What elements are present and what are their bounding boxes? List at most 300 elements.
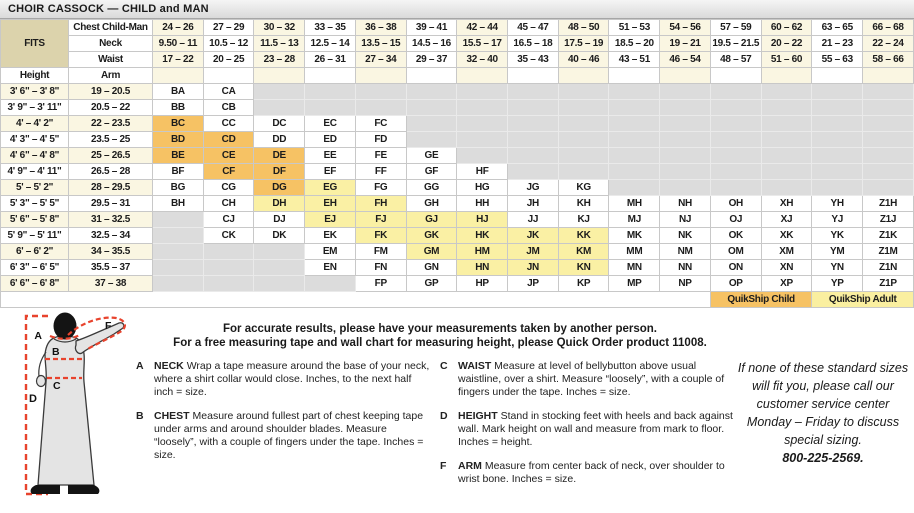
size-cell: Z1J <box>863 212 914 228</box>
notice-line-1: For accurate results, please have your measurements taken by another person. <box>223 323 657 335</box>
size-cell: FC <box>355 116 406 132</box>
neck-range-cell: 17.5 – 19 <box>558 36 609 52</box>
size-cell <box>305 276 356 292</box>
size-cell <box>406 116 457 132</box>
special-sizing-phone: 800-225-2569. <box>782 451 864 465</box>
size-cell <box>710 84 761 100</box>
step-term: NECK <box>154 360 184 372</box>
step-waist <box>440 360 734 399</box>
cassock-figure <box>2 312 140 513</box>
size-row <box>1 212 914 228</box>
right-shoe <box>68 485 99 494</box>
size-cell: DG <box>254 180 305 196</box>
size-cell: KH <box>558 196 609 212</box>
size-row <box>1 276 914 292</box>
size-cell: EJ <box>305 212 356 228</box>
size-cell <box>660 132 711 148</box>
height-cell: 4' 3" – 4' 5" <box>1 132 69 148</box>
size-cell: XP <box>761 276 812 292</box>
blank-header-cell <box>355 68 406 84</box>
size-cell: OM <box>710 244 761 260</box>
legend-spacer <box>1 292 711 308</box>
size-cell <box>508 164 559 180</box>
size-cell: HG <box>457 180 508 196</box>
size-cell <box>761 164 812 180</box>
size-cell: XN <box>761 260 812 276</box>
size-cell <box>863 164 914 180</box>
size-cell: OJ <box>710 212 761 228</box>
chest-range-cell: 42 – 44 <box>457 20 508 36</box>
waist-range-cell: 29 – 37 <box>406 52 457 68</box>
size-cell <box>254 100 305 116</box>
size-cell: FG <box>355 180 406 196</box>
size-cell: DJ <box>254 212 305 228</box>
size-cell <box>660 100 711 116</box>
height-column-label: Height <box>1 68 69 84</box>
chest-range-cell: 66 – 68 <box>863 20 914 36</box>
height-cell: 4' 6" – 4' 8" <box>1 148 69 164</box>
size-cell: OH <box>710 196 761 212</box>
size-cell: EC <box>305 116 356 132</box>
size-row <box>1 228 914 244</box>
arm-cell: 35.5 – 37 <box>69 260 153 276</box>
size-cell: BD <box>153 132 204 148</box>
size-cell <box>508 100 559 116</box>
arm-cell: 20.5 – 22 <box>69 100 153 116</box>
size-cell <box>761 148 812 164</box>
size-row <box>1 180 914 196</box>
size-cell <box>660 116 711 132</box>
size-cell: FJ <box>355 212 406 228</box>
step-letter: C <box>440 360 448 372</box>
arm-cell: 29.5 – 31 <box>69 196 153 212</box>
size-cell: JH <box>508 196 559 212</box>
size-cell: EN <box>305 260 356 276</box>
size-cell: BB <box>153 100 204 116</box>
step-text: Stand in stocking feet with heels and back against wall. Mark height on wall and measure from mark to floor. Inches = height. <box>458 410 733 448</box>
size-cell <box>305 84 356 100</box>
step-term: CHEST <box>154 410 190 422</box>
size-cell: XJ <box>761 212 812 228</box>
size-cell <box>558 132 609 148</box>
size-cell: EH <box>305 196 356 212</box>
size-cell: YJ <box>812 212 863 228</box>
size-cell <box>812 132 863 148</box>
size-cell <box>406 132 457 148</box>
size-cell <box>710 180 761 196</box>
waist-range-cell: 23 – 28 <box>254 52 305 68</box>
step-neck <box>136 360 430 399</box>
size-cell: YN <box>812 260 863 276</box>
measuring-instructions-section <box>0 315 914 508</box>
size-cell <box>558 164 609 180</box>
size-cell: KN <box>558 260 609 276</box>
chest-range-cell: 51 – 53 <box>609 20 660 36</box>
blank-header-cell <box>457 68 508 84</box>
size-cell: NJ <box>660 212 711 228</box>
size-cell: NN <box>660 260 711 276</box>
size-cell: YP <box>812 276 863 292</box>
size-cell <box>660 164 711 180</box>
size-cell <box>761 180 812 196</box>
measurement-steps <box>136 360 734 497</box>
size-cell <box>305 100 356 116</box>
size-row <box>1 84 914 100</box>
size-chart-body <box>1 84 914 292</box>
chest-range-cell: 57 – 59 <box>710 20 761 36</box>
size-cell <box>660 148 711 164</box>
size-cell: EF <box>305 164 356 180</box>
size-cell: MM <box>609 244 660 260</box>
size-cell <box>609 164 660 180</box>
chest-row-label: Chest Child-Man <box>69 20 153 36</box>
neck-range-cell: 14.5 – 16 <box>406 36 457 52</box>
size-cell: GF <box>406 164 457 180</box>
size-cell: CE <box>203 148 254 164</box>
height-cell: 5' – 5' 2" <box>1 180 69 196</box>
size-cell: FK <box>355 228 406 244</box>
size-cell: NM <box>660 244 711 260</box>
size-cell: YH <box>812 196 863 212</box>
height-cell: 3' 9" – 3' 11" <box>1 100 69 116</box>
arm-cell: 19 – 20.5 <box>69 84 153 100</box>
size-cell <box>203 244 254 260</box>
size-cell: GG <box>406 180 457 196</box>
waist-range-cell: 27 – 34 <box>355 52 406 68</box>
figure-label-d: D <box>29 393 37 405</box>
size-cell <box>406 100 457 116</box>
arm-cell: 25 – 26.5 <box>69 148 153 164</box>
waist-range-cell: 20 – 25 <box>203 52 254 68</box>
height-cell: 5' 3" – 5' 5" <box>1 196 69 212</box>
neck-range-cell: 21 – 23 <box>812 36 863 52</box>
waist-range-cell: 55 – 63 <box>812 52 863 68</box>
waist-range-cell: 17 – 22 <box>153 52 204 68</box>
size-cell <box>710 164 761 180</box>
size-cell <box>609 148 660 164</box>
size-cell <box>761 132 812 148</box>
size-cell: Z1K <box>863 228 914 244</box>
size-cell <box>609 116 660 132</box>
size-cell: Z1N <box>863 260 914 276</box>
blank-header-cell <box>153 68 204 84</box>
size-cell <box>710 100 761 116</box>
size-cell: FN <box>355 260 406 276</box>
size-cell: JM <box>508 244 559 260</box>
size-cell <box>812 148 863 164</box>
blank-header-cell <box>812 68 863 84</box>
size-cell <box>254 260 305 276</box>
size-cell <box>355 84 406 100</box>
size-cell: DE <box>254 148 305 164</box>
step-height <box>440 410 734 449</box>
accuracy-notice <box>140 322 740 350</box>
size-cell: MN <box>609 260 660 276</box>
chest-range-cell: 27 – 29 <box>203 20 254 36</box>
waist-range-cell: 58 – 66 <box>863 52 914 68</box>
figure-label-b: B <box>52 346 60 358</box>
step-letter: B <box>136 410 144 422</box>
size-cell <box>609 180 660 196</box>
size-chart-table <box>0 19 914 308</box>
size-cell: CD <box>203 132 254 148</box>
waist-range-cell: 46 – 54 <box>660 52 711 68</box>
size-cell <box>153 260 204 276</box>
special-sizing-text: If none of these standard sizes will fit you, please call our customer service center Monday – Friday to discuss special sizing. <box>737 361 909 447</box>
size-cell: MJ <box>609 212 660 228</box>
waist-row-label: Waist <box>69 52 153 68</box>
neck-range-cell: 18.5 – 20 <box>609 36 660 52</box>
neck-row-label: Neck <box>69 36 153 52</box>
size-cell: Z1M <box>863 244 914 260</box>
chest-range-cell: 39 – 41 <box>406 20 457 36</box>
size-cell <box>153 212 204 228</box>
size-cell: ON <box>710 260 761 276</box>
size-cell <box>609 132 660 148</box>
left-shoe <box>31 485 60 494</box>
height-cell: 3' 6" – 3' 8" <box>1 84 69 100</box>
size-cell: DF <box>254 164 305 180</box>
size-cell <box>558 116 609 132</box>
size-cell: CF <box>203 164 254 180</box>
waist-header-row <box>1 52 914 68</box>
blank-header-cell <box>609 68 660 84</box>
size-row <box>1 164 914 180</box>
size-cell <box>812 100 863 116</box>
blank-header-cell <box>254 68 305 84</box>
size-cell <box>660 180 711 196</box>
height-cell: 5' 6" – 5' 8" <box>1 212 69 228</box>
step-arm <box>440 460 734 486</box>
step-text: Measure from center back of neck, over shoulder to wrist bone. Inches = size. <box>458 460 725 485</box>
waist-range-cell: 43 – 51 <box>609 52 660 68</box>
size-cell: FM <box>355 244 406 260</box>
arm-cell: 22 – 23.5 <box>69 116 153 132</box>
neck-range-cell: 19 – 21 <box>660 36 711 52</box>
chest-range-cell: 54 – 56 <box>660 20 711 36</box>
size-cell <box>761 84 812 100</box>
arm-cell: 37 – 38 <box>69 276 153 292</box>
chest-range-cell: 36 – 38 <box>355 20 406 36</box>
fits-cell: FITS <box>1 20 69 68</box>
size-cell: DK <box>254 228 305 244</box>
chest-range-cell: 60 – 62 <box>761 20 812 36</box>
size-cell <box>508 132 559 148</box>
arm-cell: 23.5 – 25 <box>69 132 153 148</box>
chest-range-cell: 24 – 26 <box>153 20 204 36</box>
step-chest <box>136 410 430 462</box>
page-title: CHOIR CASSOCK — CHILD and MAN <box>0 0 914 19</box>
size-cell: ED <box>305 132 356 148</box>
cassock-illustration <box>2 312 140 508</box>
chest-range-cell: 30 – 32 <box>254 20 305 36</box>
size-cell: YM <box>812 244 863 260</box>
size-chart-header <box>1 20 914 84</box>
size-cell: GE <box>406 148 457 164</box>
size-cell <box>863 148 914 164</box>
size-cell: BH <box>153 196 204 212</box>
chest-range-cell: 48 – 50 <box>558 20 609 36</box>
size-cell: FD <box>355 132 406 148</box>
size-cell: MH <box>609 196 660 212</box>
neck-range-cell: 15.5 – 17 <box>457 36 508 52</box>
size-cell: GP <box>406 276 457 292</box>
size-cell <box>761 116 812 132</box>
size-cell: KM <box>558 244 609 260</box>
size-cell <box>254 244 305 260</box>
height-arm-header-row <box>1 68 914 84</box>
neck-range-cell: 19.5 – 21.5 <box>710 36 761 52</box>
size-cell: JN <box>508 260 559 276</box>
neck-range-cell: 16.5 – 18 <box>508 36 559 52</box>
chest-range-cell: 63 – 65 <box>812 20 863 36</box>
size-cell: DC <box>254 116 305 132</box>
size-cell: OP <box>710 276 761 292</box>
height-cell: 6' 6" – 6' 8" <box>1 276 69 292</box>
step-term: HEIGHT <box>458 410 498 422</box>
size-cell <box>710 148 761 164</box>
blank-header-cell <box>406 68 457 84</box>
size-cell <box>863 84 914 100</box>
size-cell <box>508 148 559 164</box>
neck-range-cell: 20 – 22 <box>761 36 812 52</box>
figure-label-c: C <box>53 380 61 392</box>
size-cell: KK <box>558 228 609 244</box>
size-cell <box>609 100 660 116</box>
size-cell: HK <box>457 228 508 244</box>
size-cell: XM <box>761 244 812 260</box>
size-cell <box>153 276 204 292</box>
size-cell: YK <box>812 228 863 244</box>
blank-header-cell <box>660 68 711 84</box>
size-cell <box>558 148 609 164</box>
left-hand <box>37 376 46 387</box>
neck-range-cell: 9.50 – 11 <box>153 36 204 52</box>
step-letter: F <box>440 460 447 472</box>
size-cell: FP <box>355 276 406 292</box>
height-cell: 4' 9" – 4' 11" <box>1 164 69 180</box>
chest-range-cell: 45 – 47 <box>508 20 559 36</box>
size-cell: MP <box>609 276 660 292</box>
size-cell: HM <box>457 244 508 260</box>
size-cell: HP <box>457 276 508 292</box>
size-cell <box>710 132 761 148</box>
steps-left-column <box>136 360 430 497</box>
height-cell: 6' – 6' 2" <box>1 244 69 260</box>
waist-range-cell: 35 – 43 <box>508 52 559 68</box>
blank-header-cell <box>558 68 609 84</box>
size-cell: HF <box>457 164 508 180</box>
head <box>54 313 77 340</box>
figure-label-f: F <box>105 320 112 332</box>
size-cell <box>203 276 254 292</box>
size-row <box>1 148 914 164</box>
size-cell <box>812 84 863 100</box>
size-cell: GK <box>406 228 457 244</box>
size-cell: KP <box>558 276 609 292</box>
size-cell: XH <box>761 196 812 212</box>
waist-range-cell: 26 – 31 <box>305 52 356 68</box>
size-cell: Z1P <box>863 276 914 292</box>
chest-range-cell: 33 – 35 <box>305 20 356 36</box>
size-cell <box>406 84 457 100</box>
size-cell <box>153 244 204 260</box>
size-cell <box>203 260 254 276</box>
chest-header-row <box>1 20 914 36</box>
size-cell <box>863 116 914 132</box>
neck-range-cell: 13.5 – 15 <box>355 36 406 52</box>
size-cell: CH <box>203 196 254 212</box>
arm-cell: 34 – 35.5 <box>69 244 153 260</box>
size-cell: CJ <box>203 212 254 228</box>
size-cell <box>508 84 559 100</box>
arm-cell: 28 – 29.5 <box>69 180 153 196</box>
size-cell <box>558 84 609 100</box>
neck-range-cell: 11.5 – 13 <box>254 36 305 52</box>
size-cell: GJ <box>406 212 457 228</box>
blank-header-cell <box>863 68 914 84</box>
neck-header-row <box>1 36 914 52</box>
size-cell: KG <box>558 180 609 196</box>
size-cell: MK <box>609 228 660 244</box>
size-cell <box>863 180 914 196</box>
size-cell <box>457 116 508 132</box>
size-cell: FE <box>355 148 406 164</box>
arm-cell: 32.5 – 34 <box>69 228 153 244</box>
size-row <box>1 260 914 276</box>
raised-arm <box>75 323 123 354</box>
size-cell: JG <box>508 180 559 196</box>
size-cell <box>457 84 508 100</box>
size-cell <box>710 116 761 132</box>
size-cell: BA <box>153 84 204 100</box>
size-cell: JP <box>508 276 559 292</box>
size-cell <box>609 84 660 100</box>
size-cell: CA <box>203 84 254 100</box>
size-cell: DD <box>254 132 305 148</box>
steps-right-column <box>440 360 734 497</box>
arm-cell: 31 – 32.5 <box>69 212 153 228</box>
size-cell: GN <box>406 260 457 276</box>
notice-line-2: For a free measuring tape and wall chart for measuring height, please Quick Order product 11008. <box>173 337 707 349</box>
step-letter: D <box>440 410 448 422</box>
size-cell: GH <box>406 196 457 212</box>
height-cell: 5' 9" – 5' 11" <box>1 228 69 244</box>
size-cell <box>153 228 204 244</box>
blank-header-cell <box>305 68 356 84</box>
size-cell <box>660 84 711 100</box>
step-text: Measure at level of bellybutton above usual waistline, over a shirt. Measure “loosely”, with a couple of fingers under the tape. Inches = size. <box>458 360 725 398</box>
size-cell <box>457 148 508 164</box>
size-cell: BE <box>153 148 204 164</box>
step-text: Wrap a tape measure around the base of your neck, where a shirt collar would close. Inches, to the next half inch = size. <box>154 360 430 398</box>
arm-column-label: Arm <box>69 68 153 84</box>
size-cell: CC <box>203 116 254 132</box>
size-row <box>1 100 914 116</box>
size-cell <box>254 84 305 100</box>
size-cell <box>812 164 863 180</box>
size-cell <box>355 100 406 116</box>
size-cell: DH <box>254 196 305 212</box>
size-cell: HJ <box>457 212 508 228</box>
size-cell: NH <box>660 196 711 212</box>
size-cell <box>761 100 812 116</box>
figure-label-a: A <box>34 330 42 342</box>
neck-range-cell: 10.5 – 12 <box>203 36 254 52</box>
size-cell: CB <box>203 100 254 116</box>
size-cell: Z1H <box>863 196 914 212</box>
size-cell: JK <box>508 228 559 244</box>
